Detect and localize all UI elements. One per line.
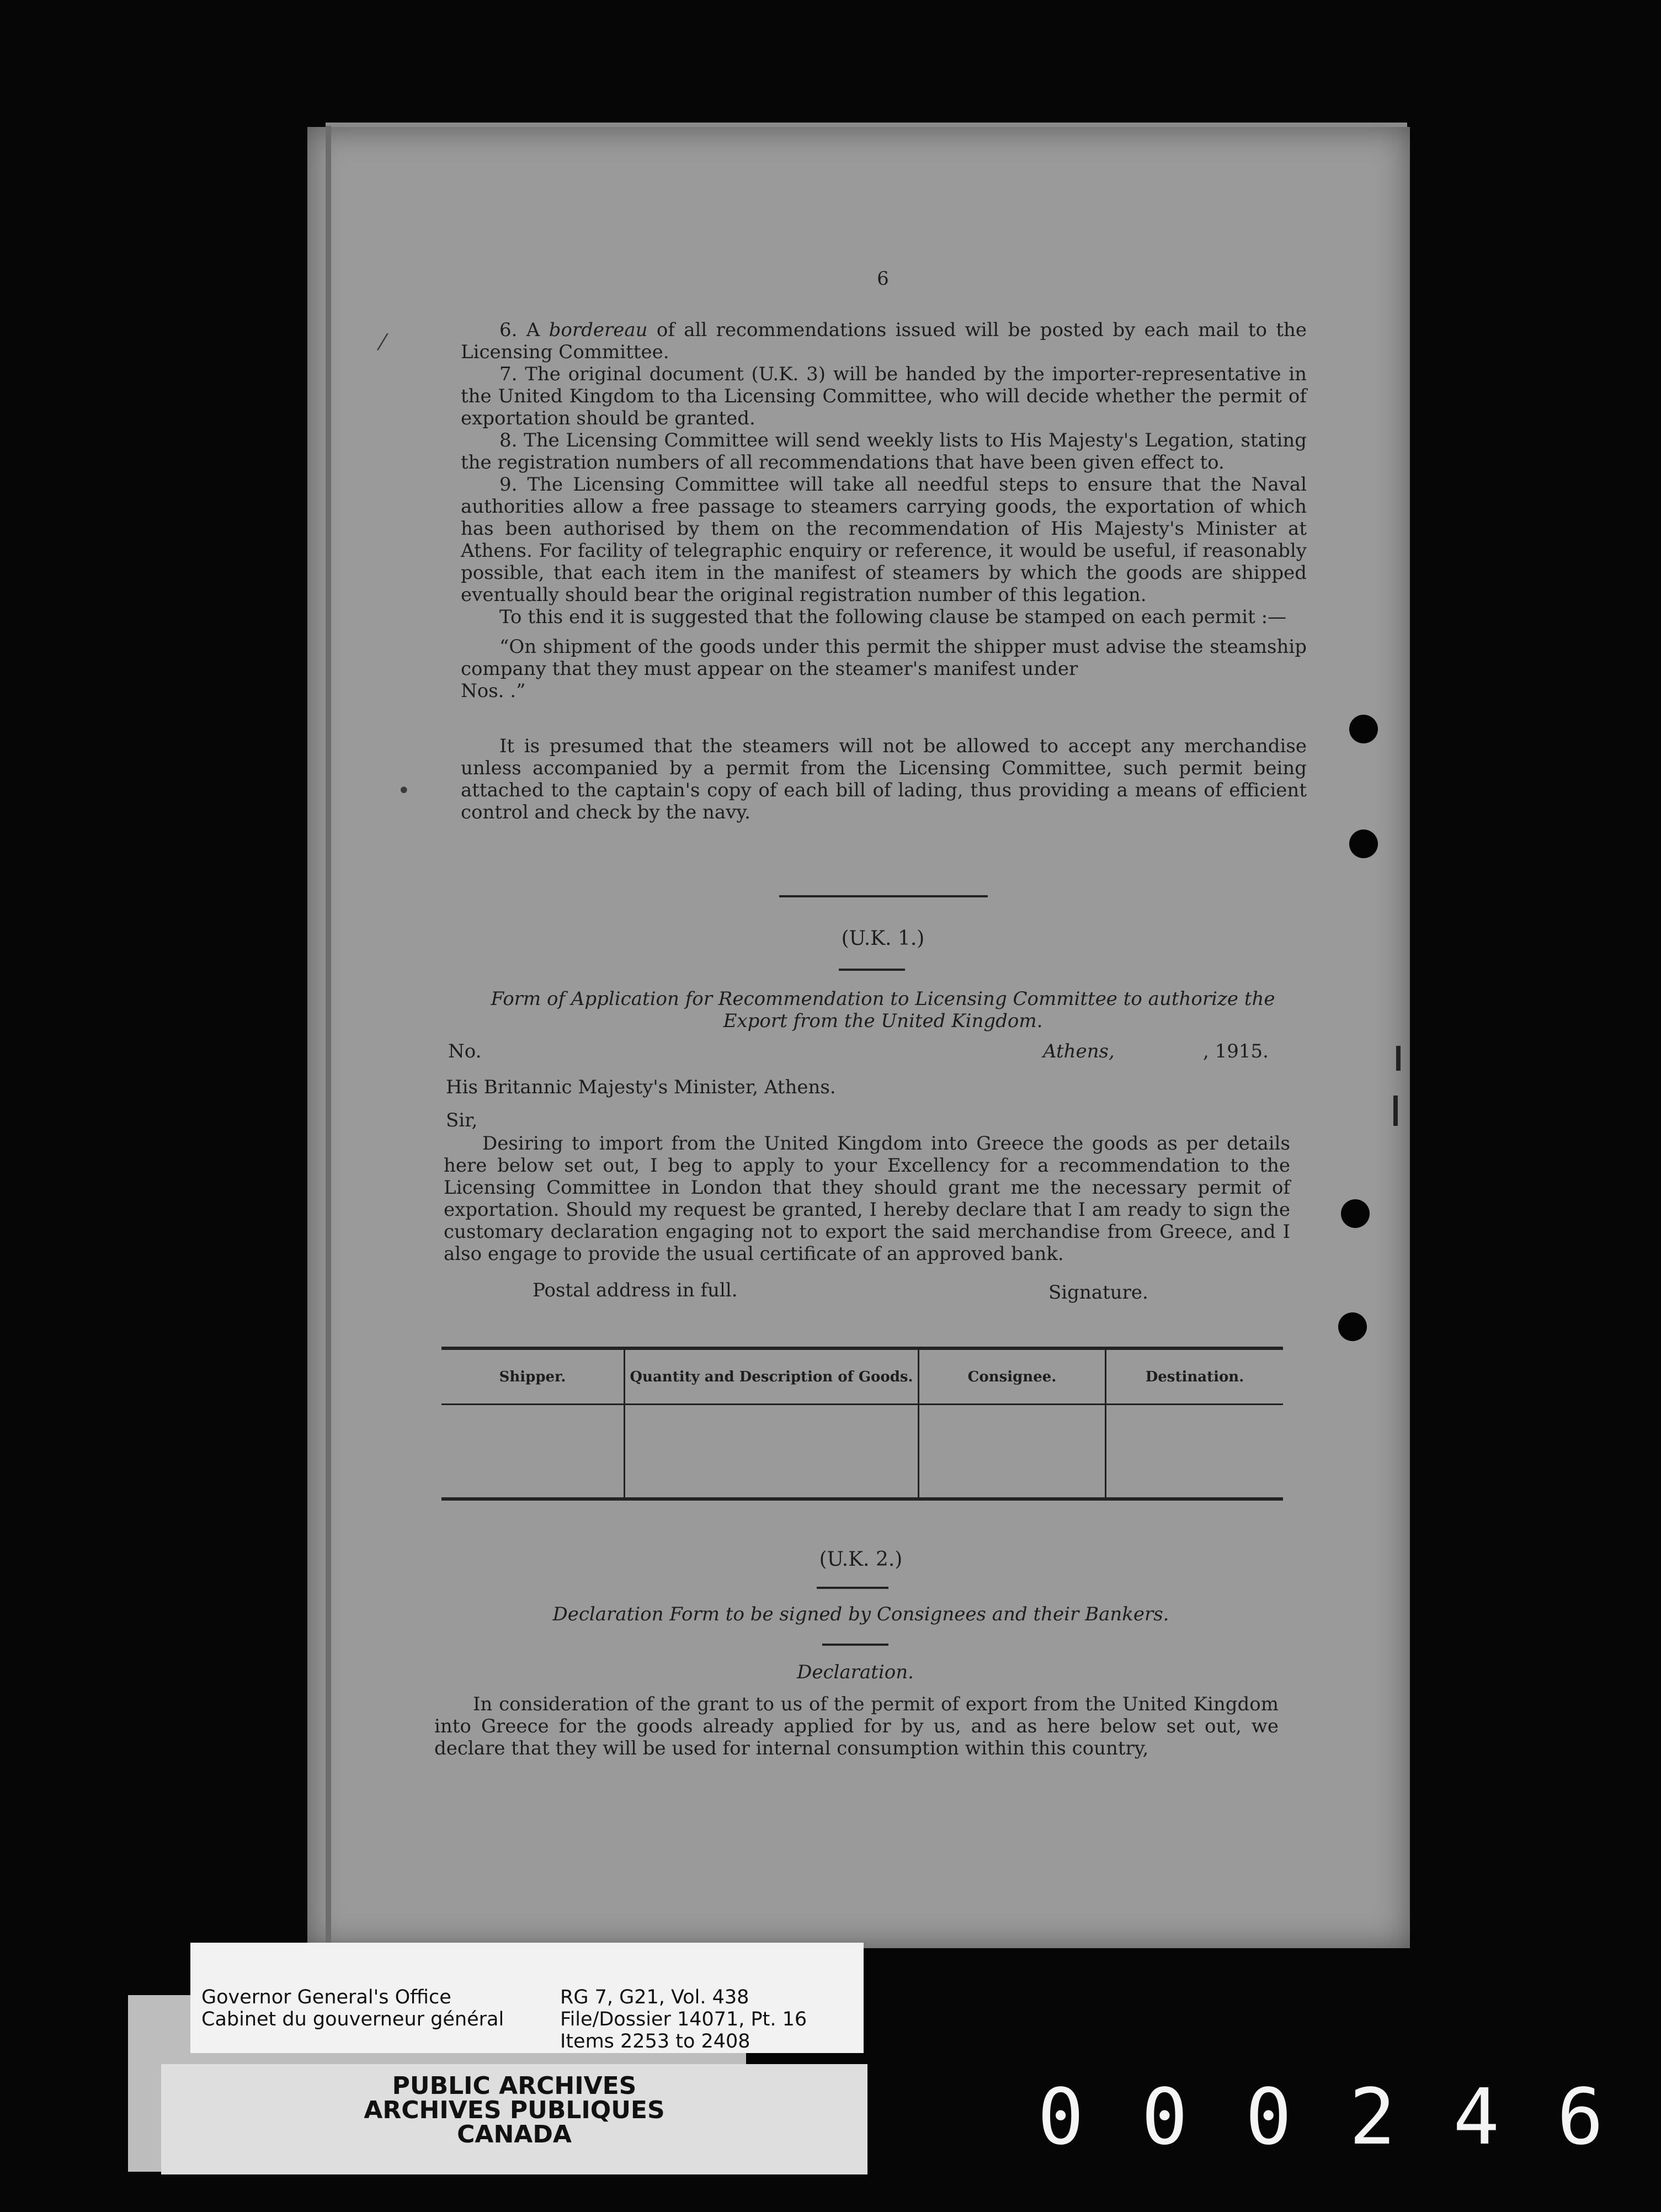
- form-uk1-body-text: Desiring to import from the United Kingdom into Greece the goods as per details here below set out, I beg to apply to your Excellency for a recommendation to the Licensing Committee in London that they should grant me the necessary permit of exportation. Should my request be granted, I hereby declare that I am ready to sign the customary declaration engaging not to export the said merchandise from Greece, and I also engage to provide the usual certificate of an approved bank.: [444, 1132, 1290, 1265]
- margin-bar: [1393, 1096, 1398, 1126]
- punch-hole: [1349, 715, 1378, 743]
- ref-line3: Items 2253 to 2408: [560, 2030, 750, 2053]
- ref-line1: RG 7, G21, Vol. 438: [560, 1986, 749, 2008]
- form-uk2-body-text: In consideration of the grant to us of the permit of export from the United Kingdom into Greece for the goods already applied for by us, and as here below set out, we declare that they will be used for internal consumption within this country,: [434, 1693, 1279, 1759]
- signature-label: Signature.: [1048, 1282, 1148, 1304]
- form-uk2-body: [434, 1693, 1279, 1759]
- page-number: 6: [877, 268, 889, 290]
- cell-consignee: [919, 1405, 1106, 1500]
- section-divider: [779, 895, 988, 897]
- form-uk2-subtitle: Declaration Form to be signed by Consignees and their Bankers.: [552, 1603, 1169, 1625]
- ref-line2: File/Dossier 14071, Pt. 16: [560, 2008, 807, 2030]
- form-uk2-subtitle-rule: [822, 1644, 888, 1646]
- stamp-clause-nos: Nos. .”: [461, 680, 526, 702]
- archive-label: [190, 1943, 864, 2053]
- form-uk2-heading-rule: [817, 1587, 888, 1589]
- punch-hole: [1349, 830, 1378, 858]
- form-no-label: No.: [448, 1040, 482, 1062]
- col-goods: Quantity and Description of Goods.: [625, 1348, 919, 1405]
- cell-destination: [1106, 1405, 1284, 1500]
- paragraph-clause-intro: To this end it is suggested that the following clause be stamped on each permit :—: [499, 606, 1287, 628]
- stamp-line2: ARCHIVES PUBLIQUES: [364, 2096, 665, 2124]
- declaration-title: Declaration.: [797, 1661, 914, 1683]
- form-salutation: Sir,: [446, 1109, 478, 1131]
- goods-table: [441, 1347, 1283, 1501]
- form-uk1-subtitle-line2: Export from the United Kingdom.: [723, 1010, 1043, 1032]
- paragraph-8: 8. The Licensing Committee will send weekly lists to His Majesty's Legation, stating the registration numbers of all recommendations that have been given effect to.: [461, 429, 1307, 474]
- form-year: , 1915.: [1203, 1040, 1269, 1062]
- margin-bar: [1396, 1046, 1401, 1071]
- page-body: [461, 319, 1307, 823]
- paragraph-6: 6. A bordereau of all recommendations issued will be posted by each mail to the Licensing Committee.: [461, 319, 1307, 363]
- col-destination: Destination.: [1106, 1348, 1284, 1405]
- cell-shipper: [441, 1405, 625, 1500]
- stamp-clause: “On shipment of the goods under this permit the shipper must advise the steamship company that they must appear on the steamer's manifest under: [461, 636, 1307, 680]
- form-uk1-subtitle: [441, 988, 1324, 1032]
- form-uk1-heading: (U.K. 1.): [841, 927, 925, 950]
- margin-mark: •: [397, 778, 411, 804]
- stamp-line3: CANADA: [457, 2120, 572, 2149]
- table-header-row: [441, 1348, 1283, 1405]
- stamp-line1: PUBLIC ARCHIVES: [392, 2072, 637, 2100]
- form-uk1-subtitle-line1: Form of Application for Recommendation to Licensing Committee to authorize the: [491, 988, 1275, 1010]
- paragraph-presumption: It is presumed that the steamers will not be allowed to accept any merchandise unless accompanied by a permit from the Licensing Committee, such permit being attached to the captain's copy of each bill of lading, thus providing a means of efficient control and check by the navy.: [461, 735, 1307, 823]
- col-consignee: Consignee.: [919, 1348, 1106, 1405]
- table-row: [441, 1405, 1283, 1500]
- col-shipper: Shipper.: [441, 1348, 625, 1405]
- form-uk1-heading-rule: [839, 969, 905, 971]
- punch-hole: [1338, 1312, 1367, 1341]
- paragraph-7: 7. The original document (U.K. 3) will be handed by the importer-representative in the United Kingdom to tha Licensing Committee, who will decide whether the permit of exportation should be granted.: [461, 363, 1307, 429]
- form-addressee: His Britannic Majesty's Minister, Athens.: [446, 1076, 836, 1098]
- office-fr: Cabinet du gouverneur général: [201, 2008, 504, 2030]
- margin-mark: ⁄: [381, 330, 385, 355]
- public-archives-stamp: [161, 2064, 867, 2174]
- frame-number: 000246: [1037, 2072, 1661, 2162]
- cell-goods: [625, 1405, 919, 1500]
- punch-hole: [1341, 1199, 1370, 1228]
- form-place: Athens,: [1043, 1040, 1115, 1062]
- form-uk2-heading: (U.K. 2.): [819, 1548, 903, 1571]
- form-uk1-body: [444, 1132, 1290, 1265]
- paragraph-9: 9. The Licensing Committee will take all needful steps to ensure that the Naval authorities allow a free passage to steamers carrying goods, the exportation of which has been authorised by them on the recommendation of His Majesty's Minister at Athens. For facility of telegraphic enquiry or reference, it would be useful, if reasonably possible, that each item in the manifest of steamers by which the goods are shipped eventually should bear the original registration number of this legation.: [461, 474, 1307, 606]
- paper-fold-edge: [326, 126, 331, 1947]
- office-en: Governor General's Office: [201, 1986, 451, 2008]
- postal-address-label: Postal address in full.: [533, 1279, 738, 1301]
